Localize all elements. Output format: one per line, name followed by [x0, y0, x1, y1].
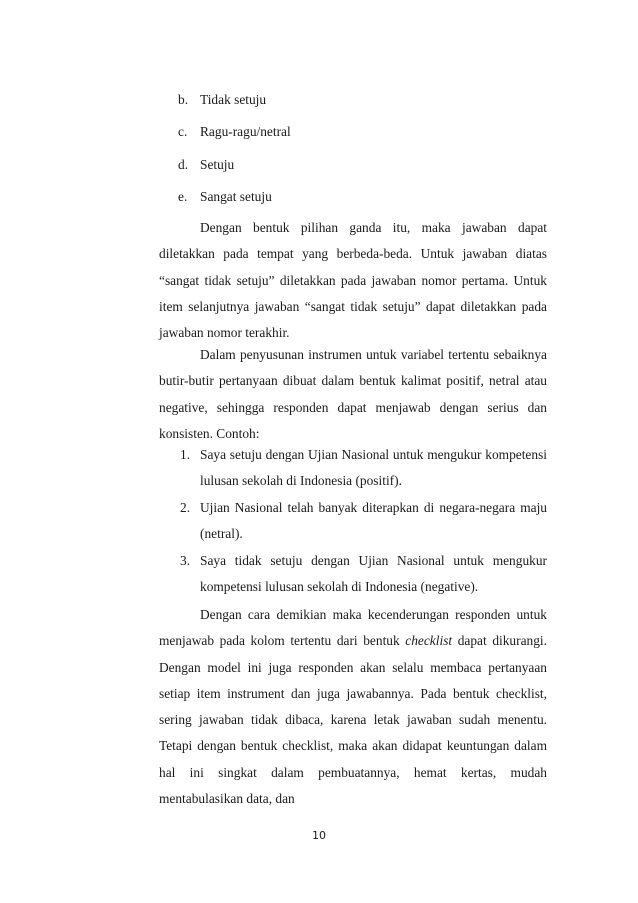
example-text: Saya setuju dengan Ujian Nasional untuk mengukur kompetensi lulusan sekolah di Indonesia (positif).: [200, 447, 547, 489]
option-text: Tidak setuju: [200, 92, 267, 107]
option-marker: d.: [178, 157, 189, 172]
option-text: Ragu-ragu/netral: [200, 124, 291, 139]
example-text: Ujian Nasional telah banyak diterapkan di negara-negara maju (netral).: [200, 500, 547, 542]
page-number: 10: [312, 829, 326, 842]
option-text: Setuju: [200, 157, 235, 172]
option-item-b: [178, 92, 266, 108]
paragraph-checklist-part1: Dengan cara demikian maka kecenderungan responden untuk menjawab pada kolom tertentu dari bentuk: [159, 607, 547, 649]
example-marker: 2.: [180, 500, 191, 515]
paragraph-instrument: Dalam penyusunan instrumen untuk variabel tertentu sebaiknya butir-butir pertanyaan dibuat dalam bentuk kalimat positif, netral atau negative, sehingga responden dapat menjawab dengan serius dan konsisten. Contoh:: [159, 347, 547, 441]
option-item-e: [178, 189, 272, 205]
example-marker: 1.: [180, 447, 191, 462]
example-item-2: [180, 495, 547, 548]
paragraph-multiple-choice: Dengan bentuk pilihan ganda itu, maka jawaban dapat diletakkan pada tempat yang berbeda-beda. Untuk jawaban diatas “sangat tidak setuju” diletakkan pada jawaban nomor pertama. Untuk item selanjutnya jawaban “sangat tidak setuju” dapat diletakkan pada jawaban nomor terakhir.: [159, 220, 547, 341]
option-marker: b.: [178, 92, 189, 107]
option-item-d: [178, 157, 234, 173]
option-marker: e.: [178, 189, 188, 204]
checklist-term: checklist: [405, 633, 453, 649]
example-text: Saya tidak setuju dengan Ujian Nasional untuk mengukur kompetensi lulusan sekolah di Indonesia (negative).: [200, 553, 547, 595]
option-marker: c.: [178, 124, 188, 139]
paragraph-checklist: [159, 602, 547, 812]
option-text: Sangat setuju: [200, 189, 272, 204]
example-marker: 3.: [180, 553, 191, 568]
example-item-3: [180, 548, 547, 601]
example-item-1: [180, 442, 547, 495]
option-item-c: [178, 124, 291, 140]
paragraph-checklist-part2: dapat dikurangi. Dengan model ini juga responden akan selalu membaca pertanyaan setiap item instrument dan juga jawabannya. Pada bentuk checklist, sering jawaban tidak dibaca, karena letak jawaban sudah menentu. Tetapi dengan bentuk checklist, maka akan didapat keuntungan dalam hal ini singkat dalam pembuatannya, hemat kertas, mudah mentabulasikan data, dan: [159, 633, 547, 807]
